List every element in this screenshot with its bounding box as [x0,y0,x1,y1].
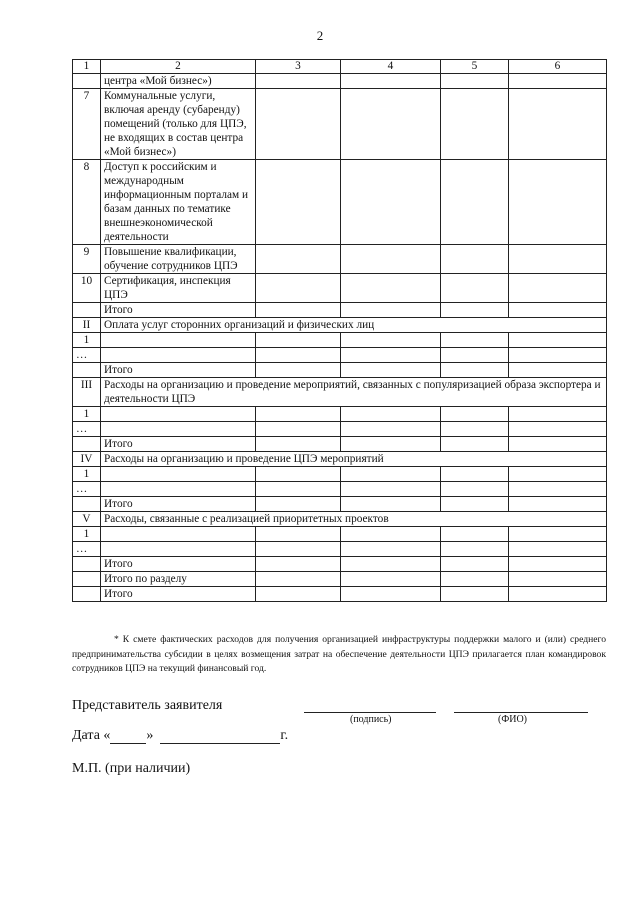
table-row [73,467,607,482]
row-number: 10 [73,274,101,303]
row-ellipsis: … [73,482,101,497]
table-row [73,348,607,363]
row-number: 1 [73,467,101,482]
row-label: Итого [101,587,256,602]
row-label: центра «Мой бизнес») [101,74,256,89]
row-label: Доступ к российским и международным информационным порталам и базам данных по тематике внешнеэкономической деятельности [101,160,256,245]
row-number: 1 [73,407,101,422]
section-header-row [73,512,607,527]
month-year-blank [160,729,280,744]
signature-line [304,712,436,713]
section-title: Расходы, связанные с реализацией приоритетных проектов [101,512,607,527]
signature-caption: (подпись) [350,714,392,725]
section-number: IV [73,452,101,467]
expense-table [72,59,607,602]
table-row [73,363,607,378]
row-label: Сертификация, инспекция ЦПЭ [101,274,256,303]
representative-label: Представитель заявителя [72,698,223,713]
table-row [73,527,607,542]
row-ellipsis: … [73,422,101,437]
row-label: Итого [101,303,256,318]
row-label: Итого [101,437,256,452]
table-row [73,333,607,348]
row-label: Коммунальные услуги, включая аренду (субаренду) помещений (только для ЦПЭ, не входящих в состав центра «Мой бизнес») [101,89,256,160]
table-row [73,407,607,422]
column-header: 2 [101,60,256,74]
section-header-row [73,378,607,407]
column-header: 3 [256,60,341,74]
table-row [73,89,607,160]
date-row [72,728,288,744]
row-number: 1 [73,333,101,348]
table-row [73,303,607,318]
column-header: 1 [73,60,101,74]
footnote [72,633,606,677]
table-row [73,245,607,274]
section-number: V [73,512,101,527]
table-row [73,422,607,437]
row-label: Итого по разделу [101,572,256,587]
section-header-row [73,318,607,333]
row-label: Итого [101,363,256,378]
column-header: 4 [341,60,441,74]
table-row [73,274,607,303]
name-caption: (ФИО) [498,714,528,725]
page-number: 2 [316,28,324,43]
row-number: 9 [73,245,101,274]
column-header: 5 [441,60,509,74]
section-title: Расходы на организацию и проведение мероприятий, связанных с популяризацией образа экспортера и деятельности ЦПЭ [101,378,607,407]
section-number: II [73,318,101,333]
section-total-row [73,572,607,587]
row-label: Повышение квалификации, обучение сотрудников ЦПЭ [101,245,256,274]
row-ellipsis: … [73,348,101,363]
section-title: Оплата услуг сторонних организаций и физических лиц [101,318,607,333]
date-suffix: г. [280,728,289,743]
column-header: 6 [509,60,607,74]
table-row [73,74,607,89]
day-blank [110,729,146,744]
table-row [73,542,607,557]
row-label: Итого [101,497,256,512]
table-row [73,497,607,512]
table-row [73,482,607,497]
row-number [73,74,101,89]
footnote-text: * К смете фактических расходов для получения организацией инфраструктуры поддержки малого и (или) среднего предпринимательства субсидии в целях возмещения затрат на обеспечение деятельности ЦПЭ прилагается план командировок сотрудников ЦПЭ на текущий финансовый год. [72,634,606,674]
row-number [73,303,101,318]
grand-total-row [73,587,607,602]
date-mid: » [146,728,154,743]
row-label: Итого [101,557,256,572]
section-header-row [73,452,607,467]
row-number: 7 [73,89,101,160]
stamp-label: М.П. (при наличии) [72,761,191,776]
table-row [73,557,607,572]
date-prefix: Дата « [72,728,111,743]
table-row [73,160,607,245]
row-number: 8 [73,160,101,245]
table-header-row [73,60,607,74]
row-number: 1 [73,527,101,542]
section-title: Расходы на организацию и проведение ЦПЭ мероприятий [101,452,607,467]
section-number: III [73,378,101,407]
table-row [73,437,607,452]
row-ellipsis: … [73,542,101,557]
name-line [454,712,588,713]
